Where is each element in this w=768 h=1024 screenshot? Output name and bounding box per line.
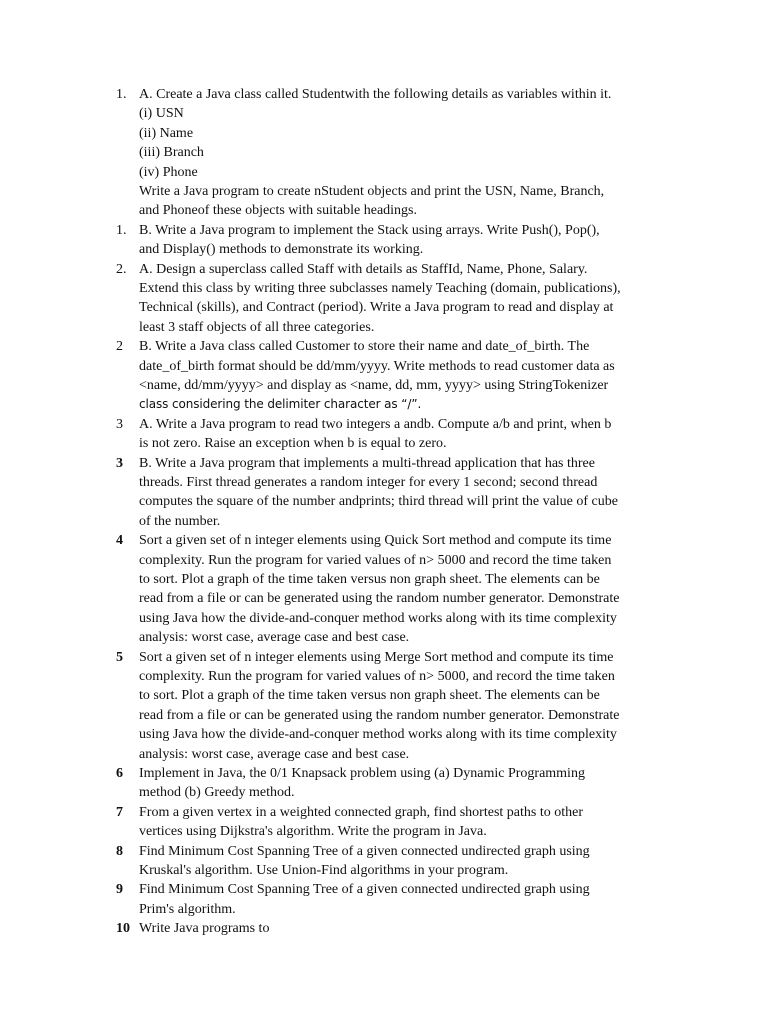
item-number: 3: [116, 455, 123, 471]
text-line: A. Design a superclass called Staff with details as StaffId, Name, Phone, Salary.: [139, 261, 588, 277]
item-number: 2: [116, 339, 123, 355]
text-line: Implement in Java, the 0/1 Knapsack problem using (a) Dynamic Programming: [139, 766, 585, 781]
item-text: [139, 803, 699, 842]
text-line: read from a file or can be generated using the random number generator. Demonstrate: [139, 591, 620, 607]
text-line: threads. First thread generates a random integer for every 1 second; second thread: [139, 474, 598, 490]
text-line: read from a file or can be generated using the random number generator. Demonstrate: [139, 707, 620, 723]
text-line: Find Minimum Cost Spanning Tree of a given connected undirected graph using: [139, 843, 590, 859]
text-line: Find Minimum Cost Spanning Tree of a given connected undirected graph using: [139, 882, 590, 898]
text-line: Kruskal's algorithm. Use Union-Find algorithms in your program.: [139, 862, 509, 878]
text-line: (i) USN: [139, 106, 184, 122]
text-line: analysis: worst case, average case and best case.: [139, 746, 410, 762]
item-text: [139, 531, 699, 647]
item-number: 1.: [116, 87, 127, 102]
item-text: [139, 85, 699, 221]
text-line: is not zero. Raise an exception when b is equal to zero.: [139, 436, 447, 452]
item-number: 10: [116, 921, 130, 937]
item-text: [139, 415, 699, 454]
text-line: Prim's algorithm.: [139, 901, 236, 917]
text-line: and Phoneof these objects with suitable headings.: [139, 203, 417, 219]
text-line: and Display() methods to demonstrate its working.: [139, 242, 424, 258]
item-text: [139, 260, 699, 338]
text-line: <name, dd/mm/yyyy> and display as <name, dd, mm, yyyy> using StringTokenizer: [139, 377, 609, 393]
text-line: vertices using Dijkstra's algorithm. Write the program in Java.: [139, 824, 487, 840]
text-line: using Java how the divide-and-conquer method works along with its time complexity: [139, 610, 617, 626]
text-line: Write Java programs to: [139, 921, 270, 937]
text-line: complexity. Run the program for varied values of n> 5000, and record the time taken: [139, 668, 615, 684]
text-line: date_of_birth format should be dd/mm/yyyy. Write methods to read customer data as: [139, 358, 615, 374]
item-text: [139, 880, 699, 919]
item-number: 8: [116, 843, 123, 859]
item-text: [139, 454, 699, 532]
text-line: Technical (skills), and Contract (period). Write a Java program to read and display at: [139, 300, 614, 316]
text-line: (iii) Branch: [139, 145, 204, 161]
text-line: (iv) Phone: [139, 164, 198, 180]
text-line: From a given vertex in a weighted connected graph, find shortest paths to other: [139, 804, 583, 820]
text-line: B. Write a Java program that implements a multi-thread application that has three: [139, 455, 595, 471]
text-line: B. Write a Java program to implement the Stack using arrays. Write Push(), Pop(),: [139, 222, 600, 238]
item-text: [139, 221, 699, 260]
item-number: 2.: [116, 261, 127, 277]
text-line: of the number.: [139, 513, 221, 529]
text-line: Write a Java program to create nStudent objects and print the USN, Name, Branch,: [139, 183, 605, 199]
text-line: Extend this class by writing three subclasses namely Teaching (domain, publications),: [139, 280, 621, 296]
item-text: [139, 919, 699, 938]
text-line: B. Write a Java class called Customer to store their name and date_of_birth. The: [139, 339, 590, 355]
text-line: class considering the delimiter character as “/”.: [139, 397, 422, 412]
item-number: 4: [116, 533, 123, 549]
item-number: 6: [116, 766, 123, 781]
item-number: 1.: [116, 222, 127, 238]
item-number: 9: [116, 882, 123, 898]
item-number: 7: [116, 804, 123, 820]
text-line: using Java how the divide-and-conquer method works along with its time complexity: [139, 727, 617, 743]
text-line: (ii) Name: [139, 125, 194, 141]
item-text: [139, 842, 699, 881]
text-line: Sort a given set of n integer elements using Merge Sort method and compute its time: [139, 649, 614, 665]
item-number: 5: [116, 649, 123, 665]
text-line: Sort a given set of n integer elements using Quick Sort method and compute its time: [139, 533, 612, 549]
text-line: A. Write a Java program to read two integers a andb. Compute a/b and print, when b: [139, 416, 612, 432]
text-line: to sort. Plot a graph of the time taken versus non graph sheet. The elements can be: [139, 688, 600, 704]
text-line: to sort. Plot a graph of the time taken versus non graph sheet. The elements can be: [139, 571, 600, 587]
item-text: [139, 648, 699, 764]
item-number: 3: [116, 416, 123, 432]
text-line: complexity. Run the program for varied values of n> 5000 and record the time taken: [139, 552, 612, 568]
item-text: [139, 337, 699, 415]
text-line: analysis: worst case, average case and best case.: [139, 630, 410, 646]
text-line: least 3 staff objects of all three categories.: [139, 319, 375, 335]
item-text: [139, 764, 699, 803]
text-line: method (b) Greedy method.: [139, 785, 295, 801]
text-line: A. Create a Java class called Studentwith the following details as variables within it.: [139, 87, 612, 102]
text-line: computes the square of the number andprints; third thread will print the value of cube: [139, 494, 618, 510]
